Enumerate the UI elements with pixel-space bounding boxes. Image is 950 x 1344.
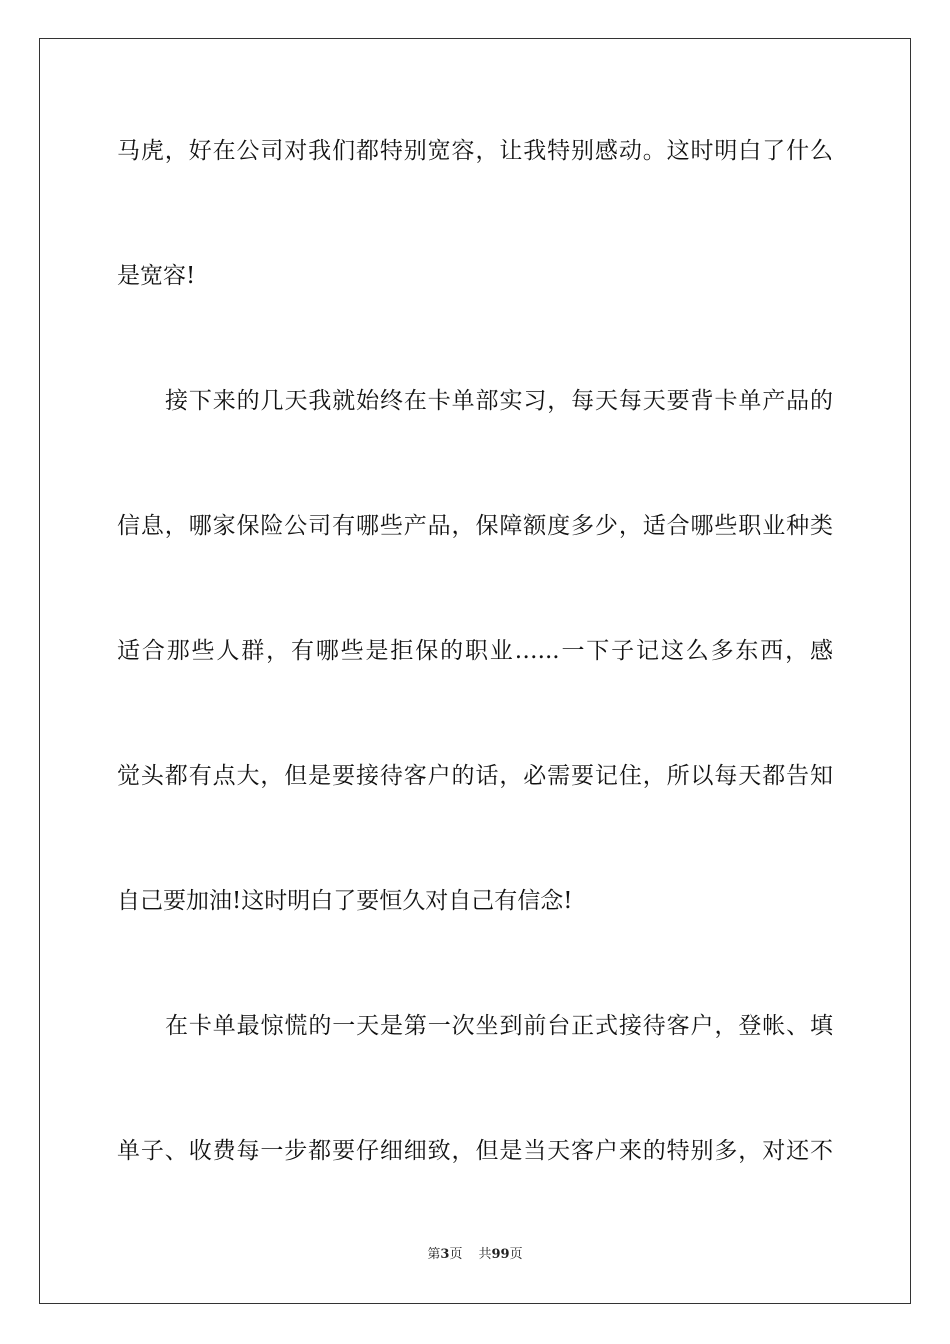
text-line-4: 信息，哪家保险公司有哪些产品，保障额度多少，适合哪些职业种类 <box>117 513 833 539</box>
text-line-9: 单子、收费每一步都要仔细细致，但是当天客户来的特别多，对还不 <box>117 1138 833 1164</box>
page-prefix: 第 <box>427 1247 441 1262</box>
total-pages: 99 <box>491 1247 510 1262</box>
text-line-5: 适合那些人群，有哪些是拒保的职业…...一下子记这么多东西，感 <box>117 638 833 664</box>
total-suffix: 页 <box>509 1247 523 1262</box>
page-number: 3 <box>440 1247 450 1262</box>
page-border <box>39 38 911 1304</box>
text-line-2: 是宽容! <box>117 263 196 289</box>
text-line-8: 在卡单最惊慌的一天是第一次坐到前台正式接待客户，登帐、填 <box>165 1013 833 1039</box>
text-line-3: 接下来的几天我就始终在卡单部实习，每天每天要背卡单产品的 <box>165 388 833 414</box>
text-line-1: 马虎，好在公司对我们都特别宽容，让我特别感动。这时明白了什么 <box>117 138 833 164</box>
text-line-7: 自己要加油!这时明白了要恒久对自己有信念! <box>117 888 573 914</box>
page-footer <box>0 1246 950 1264</box>
text-line-6: 觉头都有点大，但是要接待客户的话，必需要记住，所以每天都告知 <box>117 763 833 789</box>
total-prefix: 共 <box>478 1247 492 1262</box>
page-suffix: 页 <box>449 1247 463 1262</box>
